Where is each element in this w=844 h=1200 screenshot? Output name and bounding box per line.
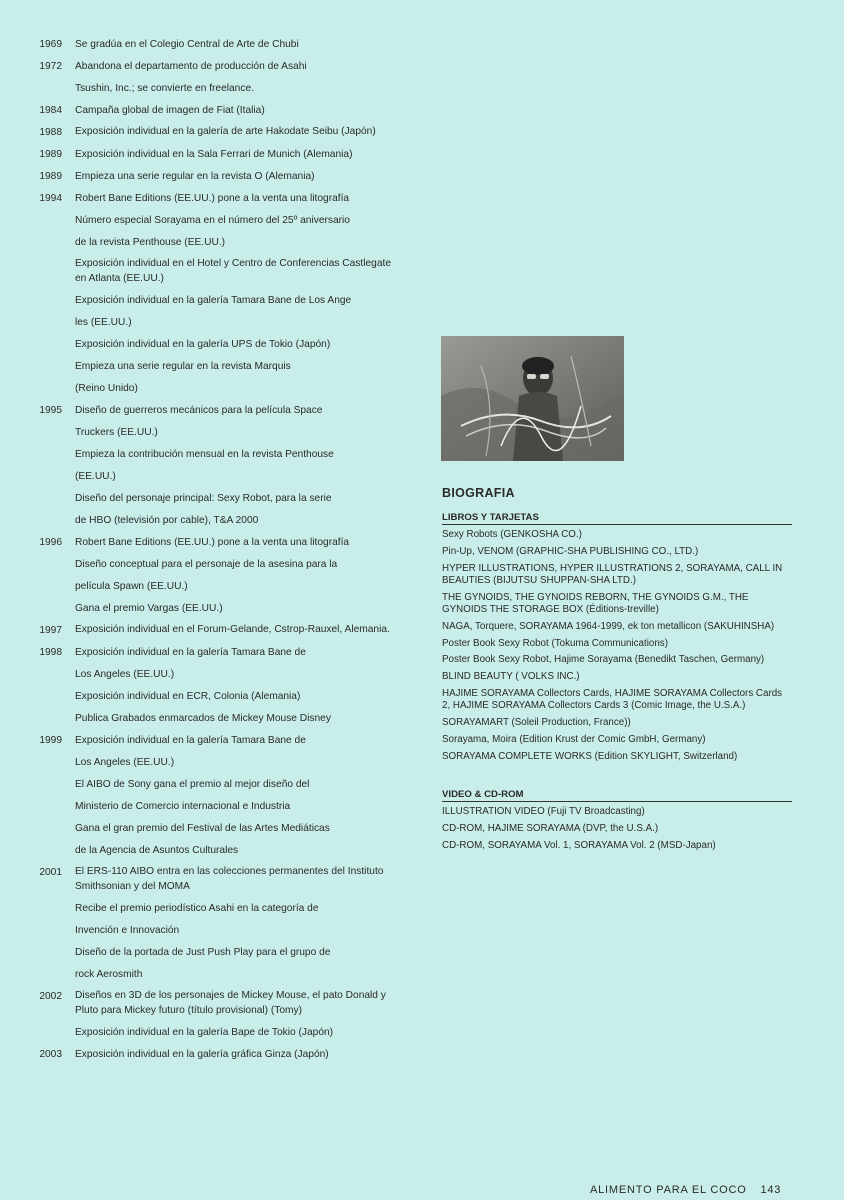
timeline-text: Número especial Sorayama en el número del 25º aniversario — [75, 215, 350, 226]
timeline-year — [0, 576, 75, 598]
timeline-year: 2002 — [39, 991, 62, 1002]
timeline-year: 1988 — [39, 127, 62, 138]
timeline-entry — [0, 862, 430, 898]
timeline-year: 1998 — [39, 647, 62, 658]
timeline-entry — [0, 986, 430, 1022]
timeline-text: Invención e Innovación — [75, 925, 180, 936]
timeline-year — [0, 818, 75, 840]
timeline-year — [0, 840, 75, 862]
timeline-text: Empieza la contribución mensual en la revista Penthouse — [75, 449, 334, 460]
biography-title: BIOGRAFIA — [442, 486, 515, 500]
timeline-entry — [0, 34, 430, 56]
timeline-entry — [0, 466, 430, 488]
timeline-year: 1989 — [39, 171, 62, 182]
timeline-year — [0, 752, 75, 774]
timeline-text: Exposición individual en ECR, Colonia (Alemania) — [75, 691, 301, 702]
video-item: CD-ROM, HAJIME SORAYAMA (DVP, the U.S.A.) — [442, 823, 659, 835]
timeline-entry — [0, 730, 430, 752]
timeline-entry — [0, 210, 430, 232]
timeline-entry — [0, 334, 430, 356]
book-item: Poster Book Sexy Robot (Tokuma Communications) — [442, 637, 668, 649]
video-item: CD-ROM, SORAYAMA Vol. 1, SORAYAMA Vol. 2 (MSD-Japan) — [442, 840, 716, 852]
timeline-year — [0, 942, 75, 964]
timeline-text: Exposición individual en el Hotel y Centro de Conferencias Castlegate en Atlanta (EE.UU.) — [75, 258, 391, 284]
timeline-year — [0, 210, 75, 232]
timeline-year — [0, 356, 75, 378]
timeline-year: 1984 — [39, 105, 62, 116]
timeline-year — [0, 290, 75, 312]
timeline-text: Exposición individual en la galería Tamara Bane de Los Ange — [75, 295, 352, 306]
timeline-text: (Reino Unido) — [75, 383, 138, 394]
timeline-text: Diseños en 3D de los personajes de Mickey Mouse, el pato Donald y Pluto para Mickey futuro (título provisional) (Tomy) — [75, 990, 386, 1016]
timeline-year: 1996 — [39, 537, 62, 548]
timeline-year — [0, 796, 75, 818]
timeline-year — [0, 774, 75, 796]
timeline-year: 1994 — [39, 193, 62, 204]
timeline-entry — [0, 818, 430, 840]
timeline-year: 2001 — [39, 867, 62, 878]
timeline-entry — [0, 356, 430, 378]
timeline-text: Robert Bane Editions (EE.UU.) pone a la venta una litografía — [75, 193, 350, 204]
timeline-text: de la Agencia de Asuntos Culturales — [75, 845, 239, 856]
chronology-list — [0, 34, 430, 1066]
timeline-entry — [0, 144, 430, 166]
timeline-year: 1997 — [39, 625, 62, 636]
timeline-text: Diseño de guerreros mecánicos para la película Space — [75, 405, 323, 416]
timeline-entry — [0, 964, 430, 986]
page-number: 143 — [760, 1184, 782, 1196]
timeline-entry — [0, 444, 430, 466]
video-section-title: VIDEO & CD-ROM — [442, 789, 792, 802]
timeline-text: El AIBO de Sony gana el premio al mejor diseño del — [75, 779, 310, 790]
book-item: Sexy Robots (GENKOSHA CO.) — [442, 529, 582, 540]
timeline-year: 2003 — [39, 1049, 62, 1060]
biography-section — [442, 486, 792, 857]
timeline-entry — [0, 312, 430, 334]
timeline-text: Exposición individual en la galería Tamara Bane de — [75, 647, 306, 658]
timeline-entry — [0, 554, 430, 576]
book-item: HYPER ILLUSTRATIONS, HYPER ILLUSTRATIONS 2, SORAYAMA, CALL IN BEAUTIES (BIJUTSU SHUPPAN-SHA LTD.) — [442, 562, 783, 586]
timeline-text: Se gradúa en el Colegio Central de Arte de Chubi — [75, 39, 299, 50]
timeline-year — [0, 686, 75, 708]
timeline-text: Los Angeles (EE.UU.) — [75, 757, 175, 768]
timeline-text: Exposición individual en el Forum-Gelande, Cstrop-Rauxel, Alemania. — [75, 624, 390, 635]
timeline-year — [0, 444, 75, 466]
video-list — [442, 806, 792, 852]
timeline-text: les (EE.UU.) — [75, 317, 132, 328]
timeline-entry — [0, 752, 430, 774]
timeline-year — [0, 664, 75, 686]
book-item: Poster Book Sexy Robot, Hajime Sorayama (Benedikt Taschen, Germany) — [442, 654, 765, 666]
timeline-text: Recibe el premio periodístico Asahi en la categoría de — [75, 903, 319, 914]
timeline-entry — [0, 898, 430, 920]
timeline-entry — [0, 290, 430, 312]
timeline-entry — [0, 254, 430, 290]
timeline-year — [0, 510, 75, 532]
book-item: Pin-Up, VENOM (GRAPHIC-SHA PUBLISHING CO., LTD.) — [442, 545, 699, 557]
book-title: ALIMENTO PARA EL COCO — [590, 1184, 747, 1196]
book-item: Sorayama, Moira (Edition Krust der Comic GmbH, Germany) — [442, 733, 706, 745]
timeline-text: Gana el premio Vargas (EE.UU.) — [75, 603, 223, 614]
timeline-year — [0, 422, 75, 444]
timeline-text: Truckers (EE.UU.) — [75, 427, 158, 438]
timeline-year — [0, 254, 75, 290]
timeline-text: Diseño de la portada de Just Push Play para el grupo de — [75, 947, 331, 958]
timeline-entry — [0, 422, 430, 444]
book-item: NAGA, Torquere, SORAYAMA 1964-1999, ek ton metallicon (SAKUHINSHA) — [442, 620, 775, 632]
timeline-entry — [0, 642, 430, 664]
timeline-entry — [0, 920, 430, 942]
timeline-entry — [0, 686, 430, 708]
timeline-year — [0, 232, 75, 254]
book-item: SORAYAMA COMPLETE WORKS (Edition SKYLIGHT, Switzerland) — [442, 750, 738, 762]
timeline-entry — [0, 1044, 430, 1066]
timeline-entry — [0, 796, 430, 818]
timeline-year — [0, 378, 75, 400]
timeline-year — [0, 554, 75, 576]
timeline-year — [0, 334, 75, 356]
timeline-entry — [0, 1022, 430, 1044]
timeline-entry — [0, 576, 430, 598]
timeline-year — [0, 708, 75, 730]
timeline-year — [0, 964, 75, 986]
video-item: ILLUSTRATION VIDEO (Fuji TV Broadcasting) — [442, 806, 645, 818]
timeline-entry — [0, 620, 430, 642]
timeline-text: Ministerio de Comercio internacional e Industria — [75, 801, 291, 812]
timeline-year: 1972 — [39, 61, 62, 72]
timeline-text: Exposición individual en la galería Tamara Bane de — [75, 735, 306, 746]
timeline-year: 1989 — [39, 149, 62, 160]
books-list — [442, 529, 792, 763]
book-item: BLIND BEAUTY ( VOLKS INC.) — [442, 671, 580, 683]
timeline-text: Exposición individual en la galería Bape de Tokio (Japón) — [75, 1027, 334, 1038]
timeline-text: Exposición individual en la galería gráfica Ginza (Japón) — [75, 1049, 329, 1060]
timeline-text: rock Aerosmith — [75, 969, 143, 980]
page-footer — [590, 1184, 781, 1196]
timeline-entry — [0, 598, 430, 620]
books-section-title: LIBROS Y TARJETAS — [442, 512, 792, 525]
timeline-text: Robert Bane Editions (EE.UU.) pone a la venta una litografía — [75, 537, 350, 548]
timeline-text: Exposición individual en la galería de arte Hakodate Seibu (Japón) — [75, 126, 376, 137]
timeline-entry — [0, 122, 430, 144]
timeline-text: película Spawn (EE.UU.) — [75, 581, 188, 592]
timeline-text: Diseño conceptual para el personaje de la asesina para la — [75, 559, 338, 570]
timeline-entry — [0, 510, 430, 532]
timeline-year — [0, 312, 75, 334]
timeline-year — [0, 488, 75, 510]
timeline-entry — [0, 664, 430, 686]
timeline-text: Los Angeles (EE.UU.) — [75, 669, 175, 680]
timeline-year — [0, 1022, 75, 1044]
book-item: THE GYNOIDS, THE GYNOIDS REBORN, THE GYNOIDS G.M., THE GYNOIDS THE STORAGE BOX (Éditions-treville) — [442, 591, 749, 615]
timeline-entry — [0, 708, 430, 730]
timeline-entry — [0, 232, 430, 254]
timeline-year: 1995 — [39, 405, 62, 416]
timeline-year: 1969 — [39, 39, 62, 50]
timeline-text: Gana el gran premio del Festival de las Artes Mediáticas — [75, 823, 330, 834]
artist-photo-image — [441, 336, 624, 461]
timeline-text: de HBO (televisión por cable), T&A 2000 — [75, 515, 259, 526]
timeline-text: Exposición individual en la Sala Ferrari de Munich (Alemania) — [75, 149, 353, 160]
book-item: SORAYAMART (Soleil Production, France)) — [442, 717, 631, 729]
timeline-text: Abandona el departamento de producción de Asahi — [75, 61, 307, 72]
timeline-entry — [0, 100, 430, 122]
timeline-text: El ERS-110 AIBO entra en las colecciones permanentes del Instituto Smithsonian y del MOMA — [75, 866, 384, 892]
timeline-entry — [0, 840, 430, 862]
book-item: HAJIME SORAYAMA Collectors Cards, HAJIME SORAYAMA Collectors Cards 2, HAJIME SORAYAMA Collectors Cards 3 (Comic Image, the U.S.A.) — [442, 687, 783, 712]
timeline-year — [0, 598, 75, 620]
artist-photo — [441, 336, 624, 461]
timeline-entry — [0, 188, 430, 210]
timeline-entry — [0, 774, 430, 796]
timeline-year — [0, 78, 75, 100]
timeline-text: Diseño del personaje principal: Sexy Robot, para la serie — [75, 493, 332, 504]
timeline-entry — [0, 378, 430, 400]
timeline-text: Tsushin, Inc.; se convierte en freelance. — [75, 83, 254, 94]
timeline-entry — [0, 532, 430, 554]
timeline-text: Empieza una serie regular en la revista O (Alemania) — [75, 171, 315, 182]
timeline-year — [0, 898, 75, 920]
timeline-text: Publica Grabados enmarcados de Mickey Mouse Disney — [75, 713, 331, 724]
timeline-text: de la revista Penthouse (EE.UU.) — [75, 237, 226, 248]
timeline-text: Exposición individual en la galería UPS de Tokio (Japón) — [75, 339, 331, 350]
timeline-text: Campaña global de imagen de Fiat (Italia) — [75, 105, 265, 116]
timeline-year: 1999 — [39, 735, 62, 746]
timeline-year — [0, 920, 75, 942]
timeline-year — [0, 466, 75, 488]
timeline-entry — [0, 942, 430, 964]
timeline-entry — [0, 400, 430, 422]
timeline-entry — [0, 166, 430, 188]
timeline-text: (EE.UU.) — [75, 471, 116, 482]
timeline-entry — [0, 78, 430, 100]
timeline-entry — [0, 56, 430, 78]
timeline-entry — [0, 488, 430, 510]
timeline-text: Empieza una serie regular en la revista Marquis — [75, 361, 291, 372]
